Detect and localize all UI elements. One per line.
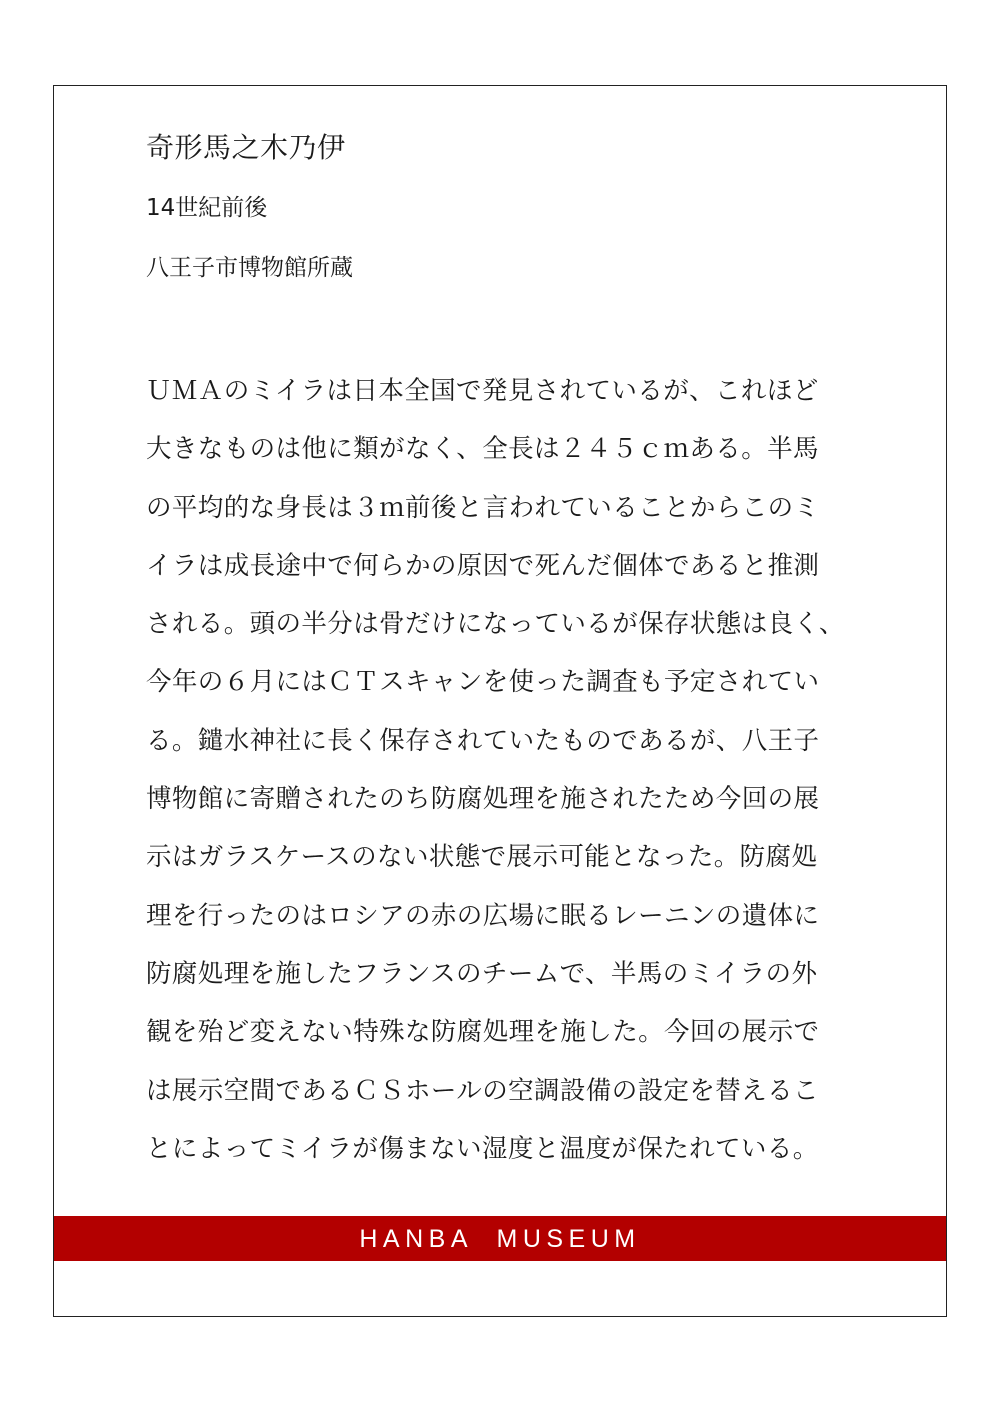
description-line: 防腐処理を施したフランスのチームで、半馬のミイラの外 (146, 958, 818, 989)
museum-footer-bar (54, 1216, 946, 1261)
description-line: される。頭の半分は骨だけになっているが保存状態は良く、 (146, 609, 845, 640)
description-line: 博物館に寄贈されたのち防腐処理を施されたため今回の展 (146, 784, 820, 815)
exhibit-collection: 八王子市博物館所蔵 (146, 255, 353, 281)
description-line: とによってミイラが傷まない湿度と温度が保たれている。 (146, 1133, 819, 1164)
description-line: は展示空間であるＣＳホールの空調設備の設定を替えるこ (146, 1075, 819, 1106)
description-line: 示はガラスケースのない状態で展示可能となった。防腐処 (146, 842, 818, 873)
description-line: 今年の６月にはＣＴスキャンを使った調査も予定されてい (146, 667, 820, 698)
description-line: 観を殆ど変えない特殊な防腐処理を施した。今回の展示で (146, 1017, 820, 1048)
description-line: の平均的な身長は３ｍ前後と言われていることからこのミ (146, 492, 820, 523)
exhibit-title: 奇形馬之木乃伊 (146, 131, 346, 164)
description-line: る。鑓水神社に長く保存されていたものであるが、八王子 (146, 725, 820, 756)
description-line: 理を行ったのはロシアの赤の広場に眠るレーニンの遺体に (146, 900, 820, 931)
museum-name: HANBA MUSEUM (359, 1225, 641, 1253)
exhibit-period: 14世紀前後 (146, 195, 268, 221)
description-line: 大きなものは他に類がなく、全長は２４５ｃｍある。半馬 (146, 434, 819, 465)
description-line: イラは成長途中で何らかの原因で死んだ個体であると推測 (146, 550, 820, 581)
description-line: ＵＭＡのミイラは日本全国で発見されているが、これほど (146, 376, 819, 406)
exhibit-description (146, 362, 866, 1178)
